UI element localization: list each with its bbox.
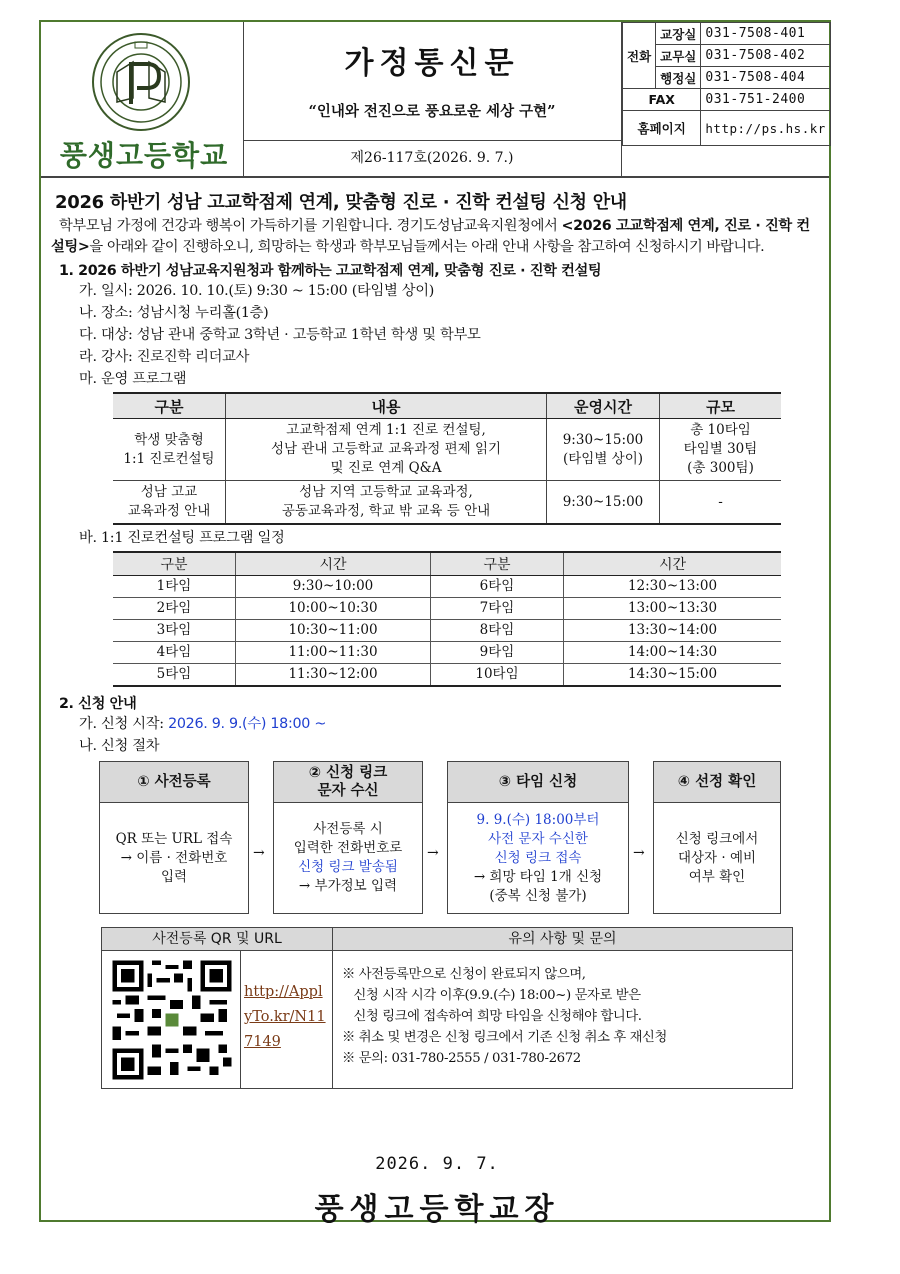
schedule-cell: 10:30~11:00 [236, 620, 431, 642]
schedule-cell: 11:00~11:30 [236, 642, 431, 664]
program-content: 고교학점제 연계 1:1 진로 컨설팅, 성남 관내 고등학교 교육과정 편제 읽기 및 진로 연계 Q&A [226, 419, 547, 481]
list-item: 라. 강사: 진로진학 리더교사 [79, 349, 250, 365]
apply-link[interactable]: http://ApplyTo.kr/N117149 [244, 984, 326, 1050]
step-title: ① 사전등록 [100, 762, 248, 803]
step-line: 입력 [160, 868, 188, 885]
step-title: ② 신청 링크 문자 수신 [274, 762, 422, 803]
schedule-cell: 10타임 [431, 664, 564, 687]
step-line: 사전 문자 수신한 [488, 830, 588, 847]
schedule-cell: 13:00~13:30 [564, 598, 782, 620]
schedule-cell: 9타임 [431, 642, 564, 664]
procedure-flow [51, 761, 821, 919]
schedule-label: 바. 1:1 진로컨설팅 프로그램 일정 [79, 530, 285, 546]
intro-text: 을 아래와 같이 진행하오니, 희망하는 학생과 학부모님들께서는 아래 안내 사항을 참고하여 신청하시기 바랍니다. [89, 239, 765, 255]
schedule-cell: 14:00~14:30 [564, 642, 782, 664]
table-header: 내용 [226, 393, 547, 419]
table-header: 규모 [660, 393, 782, 419]
notice-title: 2026 하반기 성남 고교학점제 연계, 맞춤형 진로 · 진학 컨설팅 신청 안내 [55, 192, 627, 213]
school-motto: “인내와 전진으로 풍요로운 세상 구현” [308, 103, 556, 120]
qr-and-notes-box [101, 927, 793, 1089]
step-line: 사전등록 시 [313, 821, 383, 837]
step-line: (중복 신청 불가) [489, 887, 587, 904]
note-line: 신청 시작 시각 이후(9.9.(수) 18:00~) 문자로 받은 [342, 988, 641, 1003]
issue-date: 2026. 9. 7. [375, 1154, 499, 1174]
logo-cell [41, 22, 244, 176]
contact-value: 031-7508-404 [701, 67, 830, 89]
step-confirm [653, 761, 781, 914]
schedule-cell: 6타임 [431, 576, 564, 598]
intro-event-name: <2026 고교학점제 연계, 진로 · 진학 컨설팅> [51, 218, 810, 255]
content [51, 184, 821, 1089]
step-sms [273, 761, 423, 914]
schedule-cell: 12:30~13:00 [564, 576, 782, 598]
arrow-icon: → [633, 845, 645, 861]
start-label: 가. 신청 시작: [79, 716, 169, 732]
step-line: 입력한 전화번호로 [293, 840, 403, 856]
contact-table [621, 22, 830, 176]
contact-label: 행정실 [656, 67, 701, 89]
contact-label: 교장실 [656, 23, 701, 45]
section2-heading: 2. 신청 안내 [59, 696, 137, 712]
intro-text: 학부모님 가정에 건강과 행복이 가득하기를 기원합니다. 경기도성남교육지원청에서 [59, 218, 562, 234]
principal-signature: 풍생고등학교장 [314, 1192, 560, 1227]
schedule-cell: 2타임 [113, 598, 236, 620]
step-line: 여부 확인 [688, 868, 746, 885]
table-row [113, 598, 781, 620]
program-category: 학생 맞춤형 1:1 진로컨설팅 [113, 419, 226, 481]
list-item: 다. 대상: 성남 관내 중학교 3학년 · 고등학교 1학년 학생 및 학부모 [79, 327, 481, 343]
fax-label: FAX [623, 89, 701, 111]
newsletter-title: 가정통신문 [344, 46, 520, 81]
schedule-cell: 9:30~10:00 [236, 576, 431, 598]
step-body [448, 803, 628, 913]
step-line: QR 또는 URL 접속 [115, 830, 233, 847]
schedule-cell: 13:30~14:00 [564, 620, 782, 642]
step-title: ④ 선정 확인 [654, 762, 780, 803]
school-seal-icon [91, 32, 191, 132]
list-item: 가. 일시: 2026. 10. 10.(토) 9:30 ~ 15:00 (타임별 상이) [79, 283, 435, 299]
table-row [113, 481, 781, 525]
program-scale: 총 10타임 타임별 30팀 (총 300팀) [660, 419, 782, 481]
step-line: 신청 링크 발송됨 [298, 859, 398, 875]
list-item: 나. 장소: 성남시청 누리홀(1층) [79, 305, 269, 321]
program-category: 성남 고교 교육과정 안내 [113, 481, 226, 525]
arrow-icon: → [427, 845, 439, 861]
step-line: 9. 9.(수) 18:00부터 [476, 811, 600, 828]
step-line: 신청 링크에서 [675, 830, 759, 847]
schedule-cell: 10:00~10:30 [236, 598, 431, 620]
contact-label: 교무실 [656, 45, 701, 67]
table-header: 시간 [564, 552, 782, 576]
notes-header: 유의 사항 및 문의 [333, 928, 792, 951]
table-header: 구분 [113, 552, 236, 576]
step-body [274, 803, 422, 913]
note-line: ※ 취소 및 변경은 신청 링크에서 기존 신청 취소 후 재신청 [342, 1030, 667, 1045]
step-line: 대상자 · 예비 [677, 849, 757, 866]
schedule-cell: 1타임 [113, 576, 236, 598]
homepage-link[interactable]: http://ps.hs.kr [701, 111, 830, 146]
table-header: 구분 [431, 552, 564, 576]
title-cell [243, 22, 621, 141]
table-header: 운영시간 [547, 393, 660, 419]
arrow-icon: → [253, 845, 265, 861]
contact-value: 031-7508-401 [701, 23, 830, 45]
schedule-cell: 11:30~12:00 [236, 664, 431, 687]
qr-header: 사전등록 QR 및 URL [102, 928, 333, 951]
step-body [654, 803, 780, 913]
schedule-cell: 14:30~15:00 [564, 664, 782, 687]
qr-code-icon[interactable] [108, 956, 236, 1084]
note-line: ※ 문의: 031-780-2555 / 031-780-2672 [342, 1051, 581, 1066]
schedule-cell: 5타임 [113, 664, 236, 687]
schedule-cell: 8타임 [431, 620, 564, 642]
school-logo-text: 풍생고등학교 [59, 139, 229, 172]
step-title: ③ 타임 신청 [448, 762, 628, 803]
list-item [79, 713, 821, 735]
header-divider [41, 176, 829, 178]
list-item: 마. 운영 프로그램 [79, 371, 187, 387]
program-time: 9:30~15:00 [547, 481, 660, 525]
divider [240, 950, 241, 1088]
program-scale: - [660, 481, 782, 525]
fax-value: 031-751-2400 [701, 89, 830, 111]
table-header: 시간 [236, 552, 431, 576]
step-line: → 부가정보 입력 [298, 878, 398, 894]
newsletter-frame [39, 20, 831, 1227]
program-table [113, 392, 781, 525]
homepage-label: 홈페이지 [623, 111, 701, 146]
schedule-table [113, 551, 781, 687]
notes-list [342, 964, 788, 1069]
start-value: 2026. 9. 9.(수) 18:00 ~ [168, 716, 326, 732]
step-apply [447, 761, 629, 914]
step-line: 신청 링크 접속 [494, 849, 582, 866]
note-line: ※ 사전등록만으로 신청이 완료되지 않으며, [342, 967, 586, 982]
table-row [113, 642, 781, 664]
note-line: 신청 링크에 접속하여 희망 타임을 신청해야 합니다. [342, 1009, 642, 1024]
step-line: → 이름 · 전화번호 [120, 849, 228, 866]
contact-value: 031-7508-402 [701, 45, 830, 67]
table-row [113, 576, 781, 598]
header [41, 22, 829, 176]
schedule-cell: 3타임 [113, 620, 236, 642]
step-body [100, 803, 248, 913]
table-row [113, 419, 781, 481]
step-line: → 희망 타임 1개 신청 [473, 868, 603, 885]
program-time: 9:30~15:00 (타임별 상이) [547, 419, 660, 481]
intro-paragraph [51, 216, 821, 258]
table-row [113, 664, 781, 687]
schedule-cell: 7타임 [431, 598, 564, 620]
schedule-cell: 4타임 [113, 642, 236, 664]
program-content: 성남 지역 고등학교 교육과정, 공동교육과정, 학교 밖 교육 등 안내 [226, 481, 547, 525]
step-preregister [99, 761, 249, 914]
table-header: 구분 [113, 393, 226, 419]
table-row [113, 620, 781, 642]
phone-label: 전화 [623, 23, 656, 89]
divider [332, 950, 333, 1088]
issue-number: 제26-117호(2026. 9. 7.) [350, 150, 514, 166]
list-item: 나. 신청 절차 [79, 738, 160, 754]
section1-heading: 1. 2026 하반기 성남교육지원청과 함께하는 고교학점제 연계, 맞춤형 진로 · 진학 컨설팅 [59, 263, 602, 279]
